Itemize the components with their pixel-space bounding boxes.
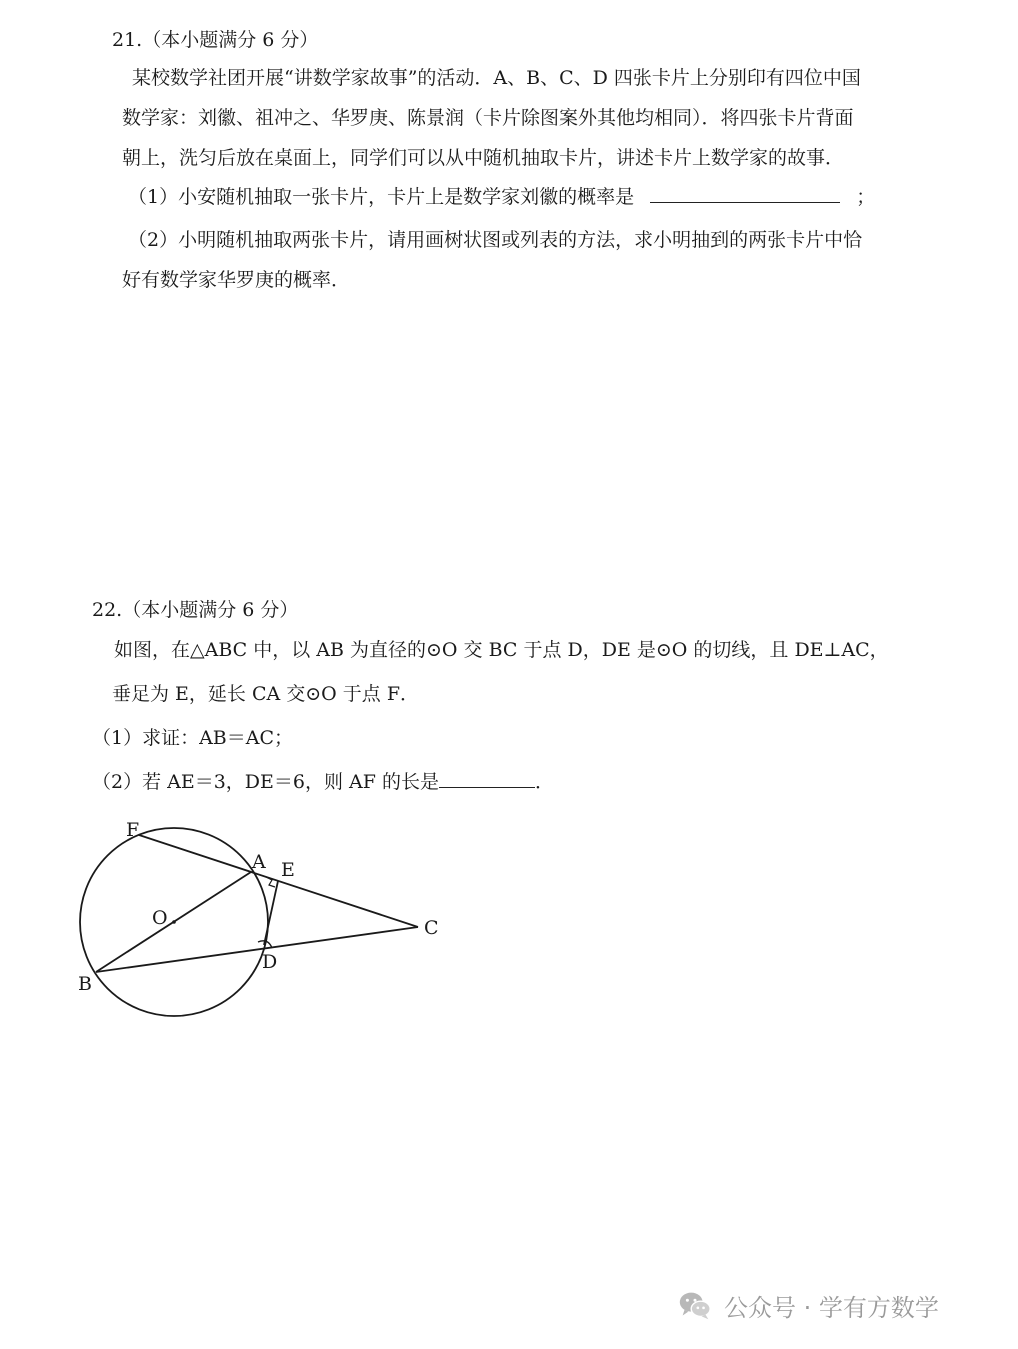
line-fc: [139, 835, 418, 927]
q21-part2-line1: （2）小明随机抽取两张卡片，请用画树状图或列表的方法，求小明抽到的两张卡片中恰: [128, 229, 863, 251]
q22-part1: （1）求证：AB＝AC；: [92, 727, 294, 749]
watermark: [676, 1285, 939, 1325]
q22-part2-end: ．: [534, 771, 554, 793]
q22-answer-blank: [439, 771, 535, 788]
geometry-figure: [70, 810, 450, 1020]
wechat-icon: [676, 1286, 714, 1324]
label-o: O: [152, 907, 168, 929]
q21-part2-line2: 好有数学家华罗庚的概率．: [122, 269, 351, 291]
q22-header: 22.（本小题满分 6 分）: [92, 599, 299, 621]
q21-part1-text: （1）小安随机抽取一张卡片，卡片上是数学家刘徽的概率是: [128, 186, 635, 208]
q21-part1: [128, 185, 875, 209]
label-d: D: [262, 951, 278, 973]
label-a: A: [252, 851, 266, 873]
label-b: B: [78, 973, 92, 995]
label-f: F: [126, 819, 140, 841]
q21-stem-line3: 朝上，洗匀后放在桌面上，同学们可以从中随机抽取卡片，讲述卡片上数学家的故事．: [122, 147, 845, 169]
q22-stem-line2: 垂足为 E，延长 CA 交⊙O 于点 F．: [112, 683, 420, 705]
q22-stem-line1: 如图，在△ABC 中，以 AB 为直径的⊙O 交 BC 于点 D，DE 是⊙O 的切线，且 DE⊥AC，: [114, 639, 889, 661]
q21-answer-blank: [650, 186, 840, 203]
q21-stem-line1: 某校数学社团开展“讲数学家故事”的活动．A、B、C、D 四张卡片上分别印有四位中国: [132, 67, 861, 89]
label-e: E: [281, 859, 295, 881]
center-dot: [172, 920, 176, 924]
q22-part2-text: （2）若 AE＝3，DE＝6，则 AF 的长是: [92, 771, 439, 793]
q21-part1-end: ；: [856, 186, 876, 208]
q22-part2: [92, 770, 554, 794]
label-c: C: [424, 917, 439, 939]
q21-header: 21.（本小题满分 6 分）: [112, 29, 319, 51]
watermark-text: 公众号 · 学有方数学: [724, 1293, 939, 1322]
q21-stem-line2: 数学家：刘徽、祖冲之、华罗庚、陈景润（卡片除图案外其他均相同）．将四张卡片背面: [122, 107, 854, 129]
tangent-de: [264, 881, 278, 945]
